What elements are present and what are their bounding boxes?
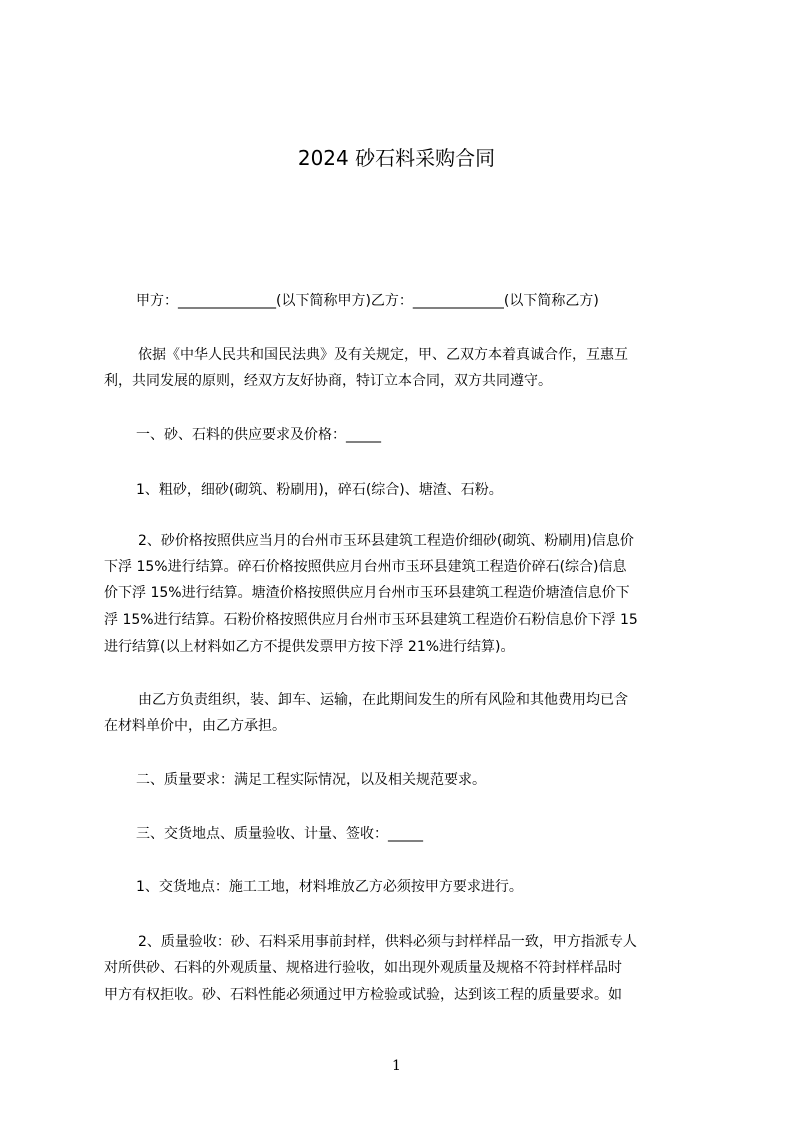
- section-heading: 三、交货地点、质量验收、计量、签收：_____: [136, 826, 423, 842]
- paragraph-line: 对所供砂、石料的外观质量、规格进行验收，如出现外观质量及规格不符封样样品时: [104, 960, 622, 976]
- paragraph-line: 2、质量验收：砂、石料采用事前封样，供料必须与封样样品一致，甲方指派专人: [138, 934, 637, 950]
- section-heading: 一、砂、石料的供应要求及价格：_____: [136, 427, 381, 443]
- paragraph-line: 依据《中华人民共和国民法典》及有关规定，甲、乙双方本着真诚合作，互惠互: [138, 347, 628, 363]
- paragraph-line: 1、粗砂，细砂(砌筑、粉刷用)，碎石(综合)、塘渣、石粉。: [136, 482, 503, 498]
- paragraph-line: 甲方有权拒收。砂、石料性能必须通过甲方检验或试验，达到该工程的质量要求。如: [104, 987, 622, 1003]
- party-line: 甲方：______________(以下简称甲方)乙方：_____________(以下简称乙方): [136, 293, 599, 309]
- paragraph-line: 在材料单价中，由乙方承担。: [104, 718, 286, 734]
- paragraph-line: 浮 15%进行结算。石粉价格按照供应月台州市玉环县建筑工程造价石粉信息价下浮 15: [104, 612, 638, 628]
- page-number: 1: [392, 1058, 401, 1074]
- paragraph-line: 利，共同发展的原则，经双方友好协商，特订立本合同，双方共同遵守。: [104, 373, 552, 389]
- paragraph-line: 价下浮 15%进行结算。塘渣价格按照供应月台州市玉环县建筑工程造价塘渣信息价下: [104, 585, 630, 601]
- document-title: 2024 砂石料采购合同: [297, 146, 496, 170]
- paragraph-line: 2、砂价格按照供应当月的台州市玉环县建筑工程造价细砂(砌筑、粉刷用)信息价: [138, 533, 634, 549]
- paragraph-line: 由乙方负责组织，装、卸车、运输，在此期间发生的所有风险和其他费用均已含: [138, 692, 628, 708]
- paragraph-line: 进行结算(以上材料如乙方不提供发票甲方按下浮 21%进行结算)。: [104, 639, 515, 655]
- section-heading: 二、质量要求：满足工程实际情况，以及相关规范要求。: [136, 772, 486, 788]
- paragraph-line: 下浮 15%进行结算。碎石价格按照供应月台州市玉环县建筑工程造价碎石(综合)信息: [104, 559, 627, 575]
- paragraph-line: 1、交货地点：施工工地，材料堆放乙方必须按甲方要求进行。: [136, 879, 523, 895]
